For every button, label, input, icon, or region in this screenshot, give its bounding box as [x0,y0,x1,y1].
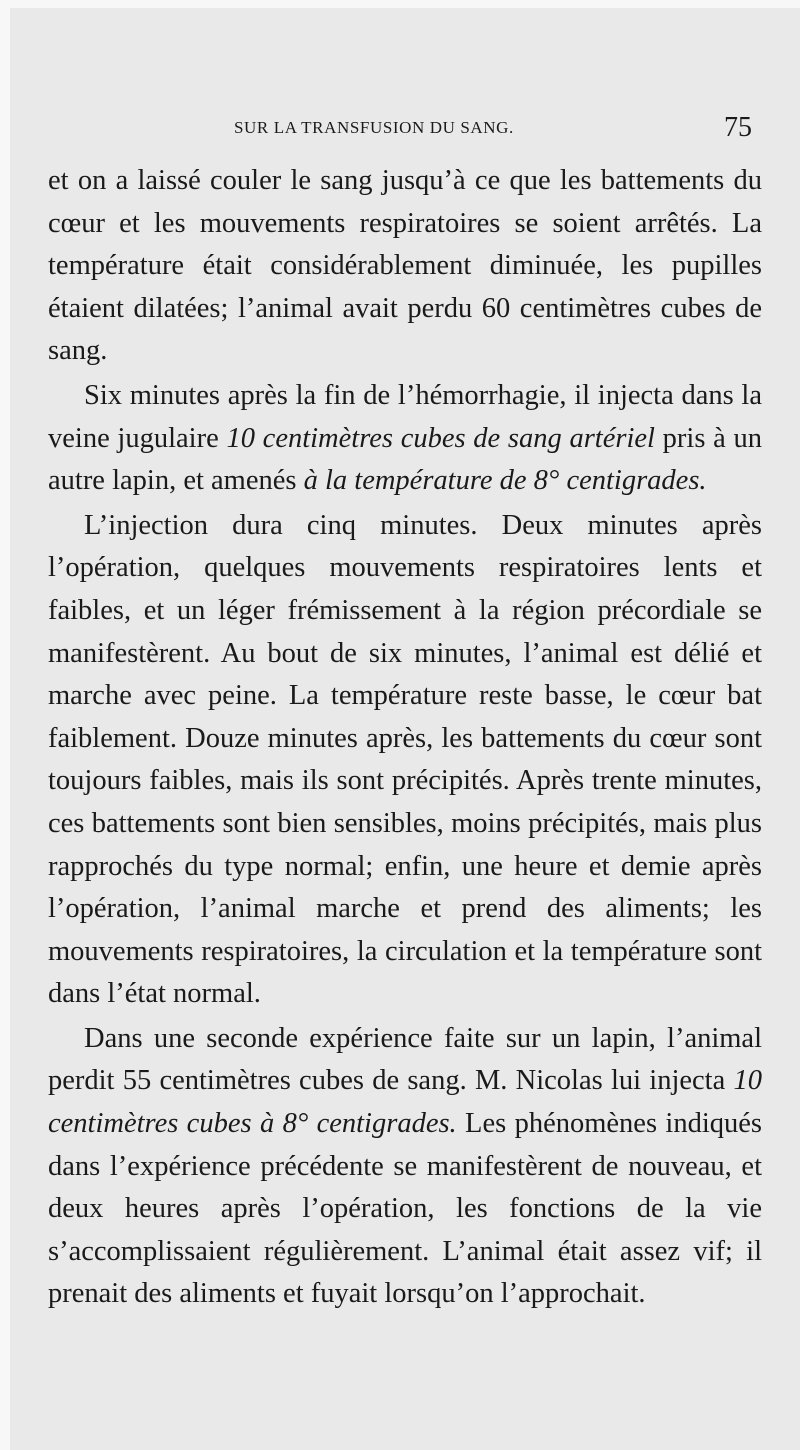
text-run: Six minutes après la fin de l’hémorrhagie, il injecta dans la veine jugulaire [48,379,762,454]
text-run: Dans une seconde expérience faite sur un lapin, l’animal perdit 55 centimètres cubes de sang. M. Nicolas lui injecta [48,1022,762,1097]
italic-text: 10 centimètres cubes de sang artériel [226,422,655,454]
page-number: 75 [724,112,752,143]
text-run: et on a laissé couler le sang jusqu’à ce que les battements du cœur et les mouvements respiratoires se soient arrêtés. La température était considérablement diminuée, les pupilles étaient dilatées; l’animal avait perdu 60 centimètres cubes de sang. [48,165,762,367]
paragraph [48,375,762,503]
running-head [10,112,800,148]
text-run: L’injection dura cinq minutes. Deux minutes après l’opération, quelques mouvements respiratoires lents et faibles, et un léger frémissement à la région précordiale se manifestèrent. Au bout de six minutes, l’animal est délié et marche avec peine. La température reste basse, le cœur bat faiblement. Douze minutes après, les battements du cœur sont toujours faibles, mais ils sont précipités. Après trente minutes, ces battements sont bien sensibles, moins précipités, mais plus rapprochés du type normal; enfin, une heure et demie après l’opération, l’animal marche et prend des aliments; les mouvements respiratoires, la circulation et la température sont dans l’état normal. [48,509,762,1010]
paragraph [48,160,762,373]
running-title: SUR LA TRANSFUSION DU SANG. [234,118,514,137]
text-run: Les phénomènes indiqués dans l’expérience précédente se manifestèrent de nouveau, et deux heures après l’opération, les fonctions de la vie s’accomplissaient régulièrement. L’animal était assez vif; il prenait des aliments et fuyait lorsqu’on l’approchait. [48,1108,762,1310]
italic-text: à la température de 8° centigrades. [303,465,707,497]
paragraph [48,505,762,1016]
italic-text: 10 centimètres cubes à 8° centigrades. [48,1065,762,1140]
body-text [48,160,762,1316]
paragraph [48,1018,762,1316]
text-run: pris à un autre lapin, et amenés [48,422,762,497]
